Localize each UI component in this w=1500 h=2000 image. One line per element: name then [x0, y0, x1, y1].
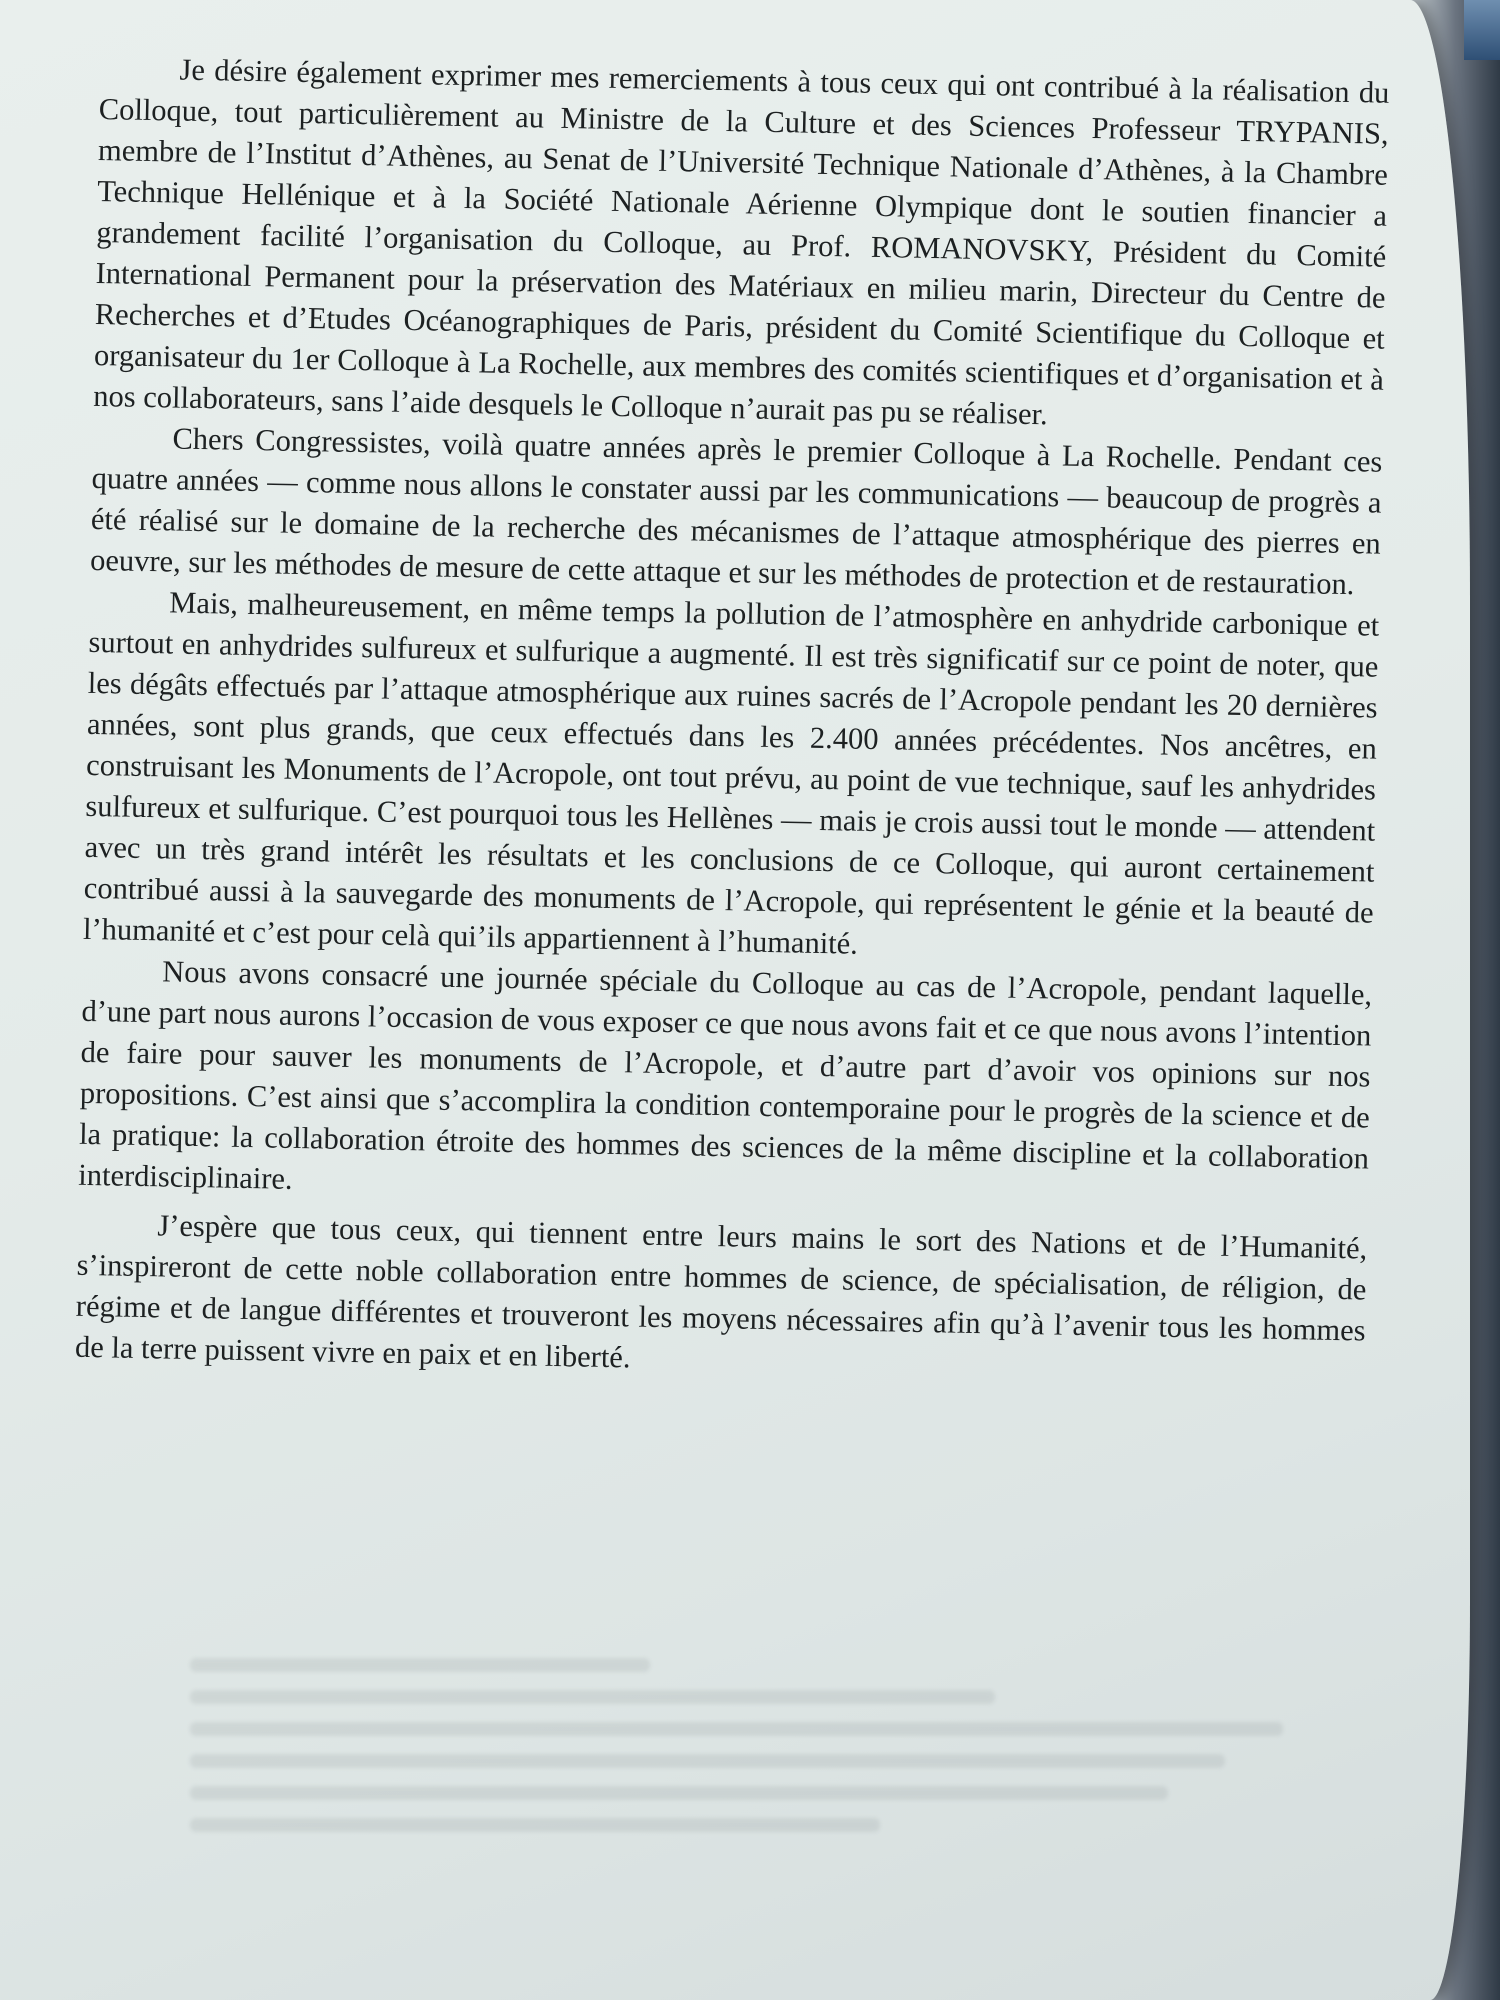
show-through-text — [190, 1640, 1340, 1970]
body-text — [75, 48, 1390, 1393]
ghost-line — [190, 1754, 1225, 1768]
ghost-line — [190, 1786, 1168, 1800]
ghost-line — [190, 1722, 1283, 1736]
ghost-line — [190, 1818, 880, 1832]
paragraph-5: J’espère que tous ceux, qui tiennent entre leurs mains le sort des Nations et de l’Humanité, s’inspireront de cette noble collaboration entre hommes de science, de spécialisation, de réligion, de régime et de langue différentes et trouveront les moyens nécessaires afin qu’à l’avenir tous les hommes de la terre puissent vivre en paix et en liberté. — [74, 1208, 1368, 1375]
paragraph-2: Chers Congressistes, voilà quatre années après le premier Colloque à La Rochelle. Pendant ces quatre années — comme nous allons le constater aussi par les communications — beaucoup de progrès a été réalisé sur le domaine de la recherche des mécanismes de l’attaque atmosphérique des pierres en oeuvre, sur les méthodes de mesure de cette attaque et sur les méthodes de protection et de restauration. — [89, 421, 1383, 602]
paragraph-3: Mais, malheureusement, en même temps la pollution de l’atmosphère en anhydride carbonique et surtout en anhydrides sulfureux et sulfurique a augmenté. Il est très significatif sur ce point de noter, que les dégâts effectués par l’attaque atmosphérique aux ruines sacrés de l’Acropole pendant les 20 dernières années, sont plus grands, que ceux effectués dans les 2.400 années précédentes. Nos ancêtres, en construisant les Monuments de l’Acropole, ont tout prévu, au point de vue technique, sauf les anhydrides sulfureux et sulfurique. C’est pourquoi tous les Hellènes — mais je crois aussi tout le monde — attendent avec un très grand intérêt les résultats et les conclusions de ce Colloque, qui auront certainement contribué aussi à la sauvegarde des monuments de l’Acropole, qui représentent le génie et la beauté de l’humanité et c’est pour celà qui’ils appartiennent à l’humanité. — [82, 585, 1380, 961]
ghost-line — [190, 1658, 650, 1672]
paragraph-4: Nous avons consacré une journée spéciale du Colloque au cas de l’Acropole, pendant laquelle, d’une part nous aurons l’occasion de vous exposer ce que nous avons fait et ce que nous avons l’intention de faire pour sauver les monuments de l’Acropole, et d’autre part d’avoir vos opinions sur nos propositions. C’est ainsi que s’accomplira la condition contemporaine pour le progrès de la science et de la pratique: la collaboration étroite des hommes des sciences de la même discipline et la collaboration interdisciplinaire. — [78, 954, 1373, 1196]
page-corner-tab — [1464, 0, 1500, 60]
paragraph-1: Je désire également exprimer mes remerciements à tous ceux qui ont contribué à la réalisation du Colloque, tout particulièrement au Ministre de la Culture et des Sciences Professeur TRYPANIS, membre de l’Institut d’Athènes, au Senat de l’Université Technique Nationale d’Athènes, à la Chambre Technique Hellénique et à la Société Nationale Aérienne Olympique dont le soutien financier a grandement facilité l’organisation du Colloque, au Prof. ROMANOVSKY, Président du Comité International Permanent pour la préservation des Matériaux en milieu marin, Directeur du Centre de Recherches et d’Etudes Océanographiques de Paris, président du Comité Scientifique du Colloque et organisateur du 1er Colloque à La Rochelle, aux membres des comités scientifiques et d’organisation et à nos collaborateurs, sans l’aide desquels le Colloque n’aurait pas pu se réaliser. — [92, 52, 1390, 432]
ghost-line — [190, 1690, 995, 1704]
